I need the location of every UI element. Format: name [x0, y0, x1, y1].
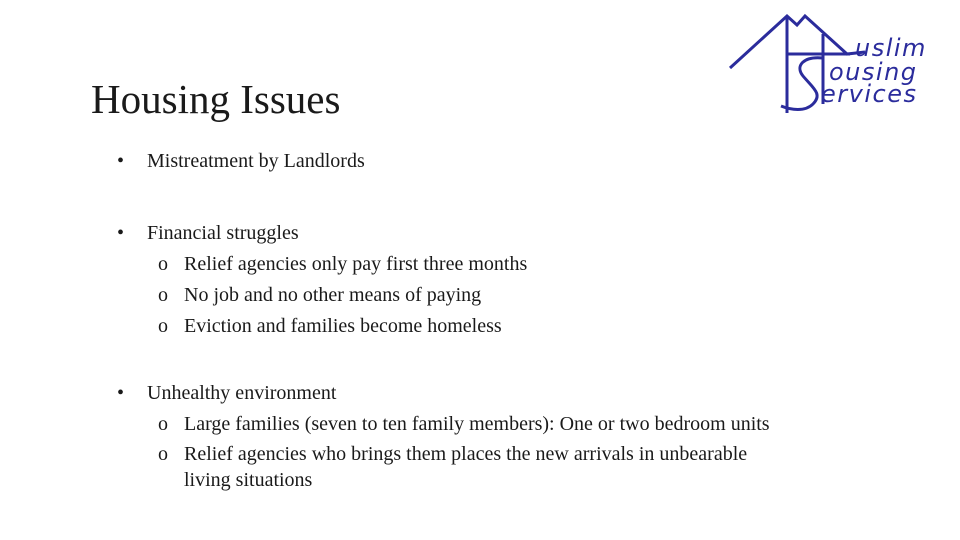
bullet-item — [117, 221, 299, 245]
slide-title: Housing Issues — [91, 76, 341, 122]
bullet-marker: • — [117, 222, 125, 244]
sub-bullet-continuation: living situations — [184, 469, 313, 491]
muslim-housing-services-logo — [725, 8, 955, 120]
logo-word-uslim: uslim — [855, 34, 927, 62]
sub-bullet-item — [158, 252, 527, 276]
sub-bullet-item — [158, 314, 502, 338]
sub-bullet-text: Large families (seven to ten family members): One or two bedroom units — [184, 413, 770, 435]
bullet-marker: • — [117, 150, 125, 172]
bullet-text: Unhealthy environment — [147, 382, 337, 404]
bullet-item — [117, 381, 336, 405]
logo-word-ervices: ervices — [821, 80, 918, 108]
sub-bullet-marker: o — [158, 443, 168, 465]
bullet-text: Financial struggles — [147, 222, 299, 244]
sub-bullet-marker: o — [158, 315, 168, 337]
sub-bullet-text: Eviction and families become homeless — [184, 315, 502, 337]
sub-bullet-marker: o — [158, 284, 168, 306]
sub-bullet-text: Relief agencies only pay first three months — [184, 253, 528, 275]
sub-bullet-marker: o — [158, 253, 168, 275]
sub-bullet-item — [158, 442, 747, 466]
bullet-item — [117, 149, 365, 173]
bullet-text: Mistreatment by Landlords — [147, 150, 365, 172]
sub-bullet-marker: o — [158, 413, 168, 435]
logo-word-ousing: ousing — [829, 58, 918, 86]
bullet-marker: • — [117, 382, 125, 404]
sub-bullet-item — [158, 412, 770, 436]
sub-bullet-text: Relief agencies who brings them places the new arrivals in unbearable — [184, 443, 748, 465]
sub-bullet-text: No job and no other means of paying — [184, 284, 482, 306]
sub-bullet-item — [158, 283, 481, 307]
